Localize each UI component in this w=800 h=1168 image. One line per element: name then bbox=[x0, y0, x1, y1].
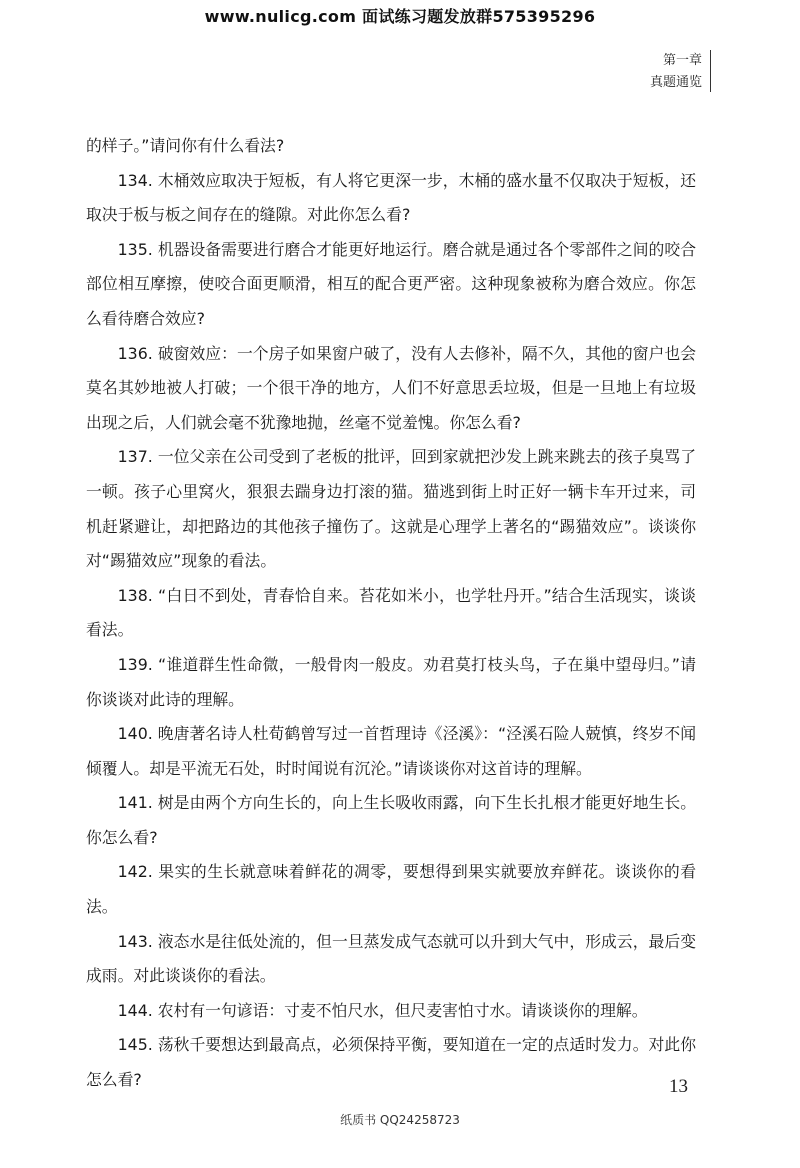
question-list bbox=[86, 129, 696, 1098]
chapter-title: 第一章 bbox=[662, 53, 702, 68]
question-136: 136. 破窗效应：一个房子如果窗户破了，没有人去修补，隔不久，其他的窗户也会莫名其妙地被人打破；一个很干净的地方，人们不好意思丢垃圾，但是一旦地上有垃圾出现之后，人们就会毫不犹豫地抛，丝毫不觉羞愧。你怎么看? bbox=[86, 343, 696, 432]
question-134: 134. 木桶效应取决于短板，有人将它更深一步，木桶的盛水量不仅取决于短板，还取决于板与板之间存在的缝隙。对此你怎么看? bbox=[86, 170, 696, 225]
continuation-text: 的样子。”请问你有什么看法? bbox=[86, 136, 285, 155]
question-142: 142. 果实的生长就意味着鲜花的凋零，要想得到果实就要放弃鲜花。谈谈你的看法。 bbox=[86, 862, 696, 917]
chapter-divider bbox=[710, 50, 712, 92]
question-140: 140. 晚唐著名诗人杜荀鹤曾写过一首哲理诗《泾溪》：“泾溪石险人兢慎，终岁不闻倾覆人。却是平流无石处，时时闻说有沉沦。”请谈谈你对这首诗的理解。 bbox=[86, 724, 696, 778]
page-number: 13 bbox=[669, 1076, 688, 1097]
footer-note: 纸质书 QQ24258723 bbox=[340, 1113, 460, 1127]
question-141: 141. 树是由两个方向生长的，向上生长吸收雨露，向下生长扎根才能更好地生长。你怎么看? bbox=[86, 793, 696, 847]
question-144: 144. 农村有一句谚语：寸麦不怕尺水，但尺麦害怕寸水。请谈谈你的理解。 bbox=[117, 1000, 648, 1020]
section-title: 真题通览 bbox=[649, 75, 702, 90]
chapter-header bbox=[650, 50, 702, 94]
question-143: 143. 液态水是往低处流的，但一旦蒸发成气态就可以升到大气中，形成云，最后变成雨。对此谈谈你的看法。 bbox=[86, 931, 696, 986]
question-145: 145. 荡秋千要想达到最高点，必须保持平衡，要知道在一定的点适时发力。对此你怎么看? bbox=[86, 1035, 696, 1090]
question-137: 137. 一位父亲在公司受到了老板的批评，回到家就把沙发上跳来跳去的孩子臭骂了一顿。孩子心里窝火，狠狠去踹身边打滚的猫。猫逃到街上时正好一辆卡车开过来，司机赶紧避让，却把路边的其他孩子撞伤了。这就是心理学上著名的“踢猫效应”。谈谈你对“踢猫效应”现象的看法。 bbox=[86, 447, 696, 571]
question-138: 138. “白日不到处，青春恰自来。苔花如米小，也学牡丹开。”结合生活现实，谈谈看法。 bbox=[86, 585, 696, 640]
question-139: 139. “谁道群生性命微，一般骨肉一般皮。劝君莫打枝头鸟，子在巢中望母归。”请你谈谈对此诗的理解。 bbox=[86, 654, 696, 709]
watermark-header: www.nulicg.com 面试练习题发放群575395296 bbox=[204, 7, 596, 26]
question-135: 135. 机器设备需要进行磨合才能更好地运行。磨合就是通过各个零部件之间的咬合部位相互摩擦，使咬合面更顺滑，相互的配合更严密。这种现象被称为磨合效应。你怎么看待磨合效应? bbox=[86, 239, 696, 328]
